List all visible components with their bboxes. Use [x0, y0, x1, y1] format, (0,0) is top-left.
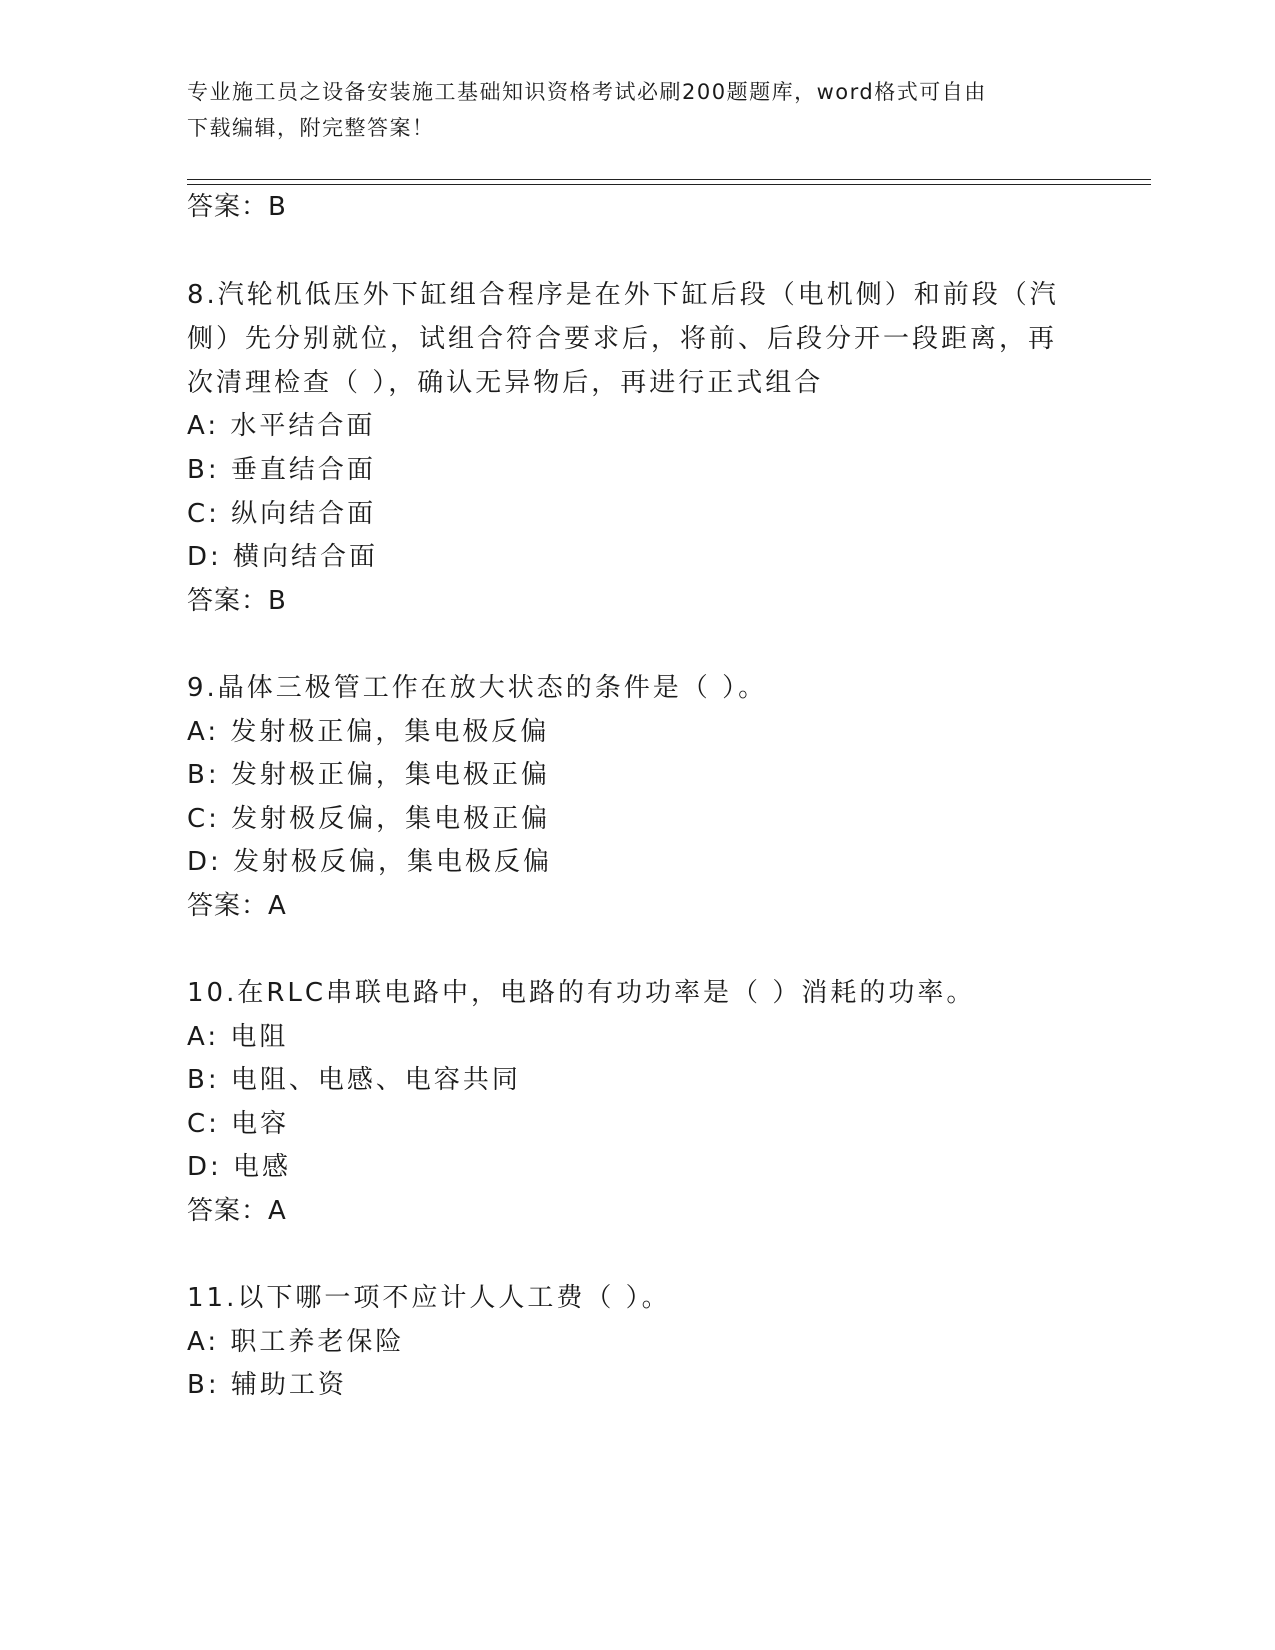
- question-10-option-c: C: 电容: [187, 1109, 290, 1139]
- question-9-answer: 答案：A: [187, 891, 287, 921]
- question-8-option-c: C: 纵向结合面: [187, 499, 377, 529]
- question-11-option-b: B: 辅助工资: [187, 1370, 347, 1400]
- question-8-line-3: 次清理检查（ ），确认无异物后，再进行正式组合: [187, 368, 824, 398]
- question-10-option-a: A: 电阻: [187, 1022, 289, 1052]
- question-11-option-a: A: 职工养老保险: [187, 1327, 405, 1357]
- question-9-option-d: D: 发射极反偏，集电极反偏: [187, 847, 553, 877]
- header-title-line-2: 下载编辑，附完整答案！: [187, 116, 435, 140]
- prev-answer: 答案：B: [187, 192, 287, 222]
- header-rule-bottom: [187, 184, 1151, 185]
- document-header: [187, 74, 1067, 146]
- question-11-line-1: 11.以下哪一项不应计人人工费（ ）。: [187, 1283, 671, 1313]
- question-8-line-1: 8.汽轮机低压外下缸组合程序是在外下缸后段（电机侧）和前段（汽: [187, 280, 1059, 310]
- question-8-option-b: B: 垂直结合面: [187, 455, 376, 485]
- question-8-option-a: A: 水平结合面: [187, 411, 376, 441]
- question-10-line-1: 10.在RLC串联电路中，电路的有功功率是（ ）消耗的功率。: [187, 978, 976, 1008]
- question-10-answer: 答案：A: [187, 1196, 287, 1226]
- header-rule-top: [187, 179, 1151, 180]
- question-9-line-1: 9.晶体三极管工作在放大状态的条件是（ ）。: [187, 673, 768, 703]
- question-9-option-b: B: 发射极正偏，集电极正偏: [187, 760, 550, 790]
- question-8-option-d: D: 横向结合面: [187, 542, 379, 572]
- question-9-option-a: A: 发射极正偏，集电极反偏: [187, 717, 550, 747]
- question-8-answer: 答案：B: [187, 586, 287, 616]
- header-title-line-1: 专业施工员之设备安装施工基础知识资格考试必刷200题题库，word格式可自由: [187, 80, 987, 104]
- question-8-line-2: 侧）先分别就位，试组合符合要求后，将前、后段分开一段距离，再: [187, 324, 1058, 354]
- question-10-option-d: D: 电感: [187, 1152, 292, 1182]
- question-10-option-b: B: 电阻、电感、电容共同: [187, 1065, 521, 1095]
- question-9-option-c: C: 发射极反偏，集电极正偏: [187, 804, 551, 834]
